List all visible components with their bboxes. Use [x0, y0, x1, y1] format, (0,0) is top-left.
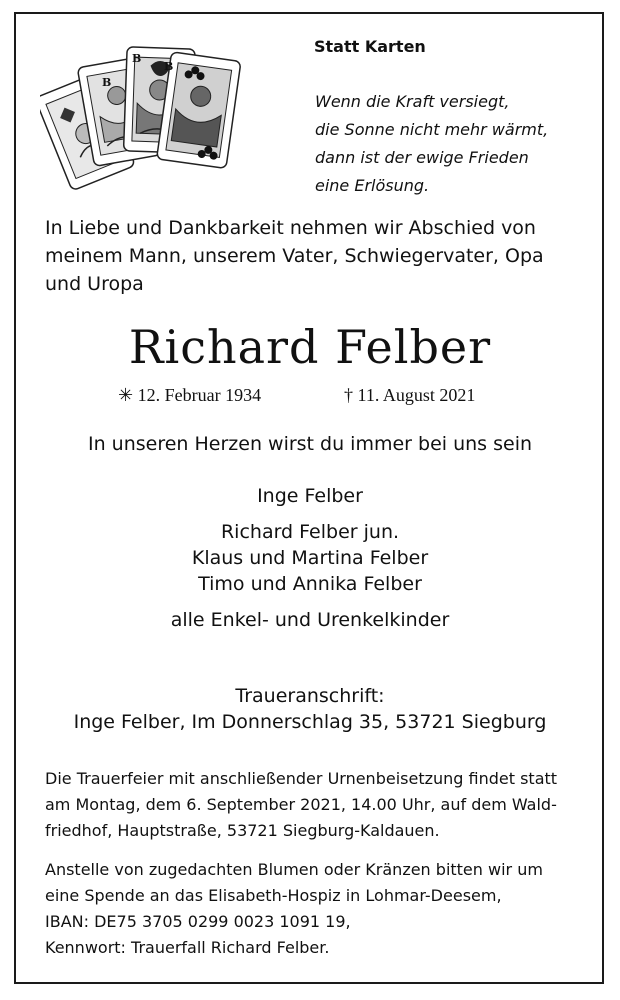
address-line: Inge Felber, Im Donnerschlag 35, 53721 Siegburg — [73, 711, 547, 733]
poem-line: dann ist der ewige Frieden — [315, 148, 529, 167]
funeral-line: am Montag, dem 6. September 2021, 14.00 Uhr, auf dem Wald- — [45, 795, 557, 814]
grandchildren-line: alle Enkel- und Urenkelkinder — [170, 609, 450, 631]
donation-line: IBAN: DE75 3705 0299 0023 1091 19, — [45, 912, 351, 931]
intro-text — [45, 214, 585, 298]
widow-name: Inge Felber — [257, 485, 363, 507]
svg-text:B: B — [132, 52, 142, 65]
cross-icon: † — [344, 385, 353, 405]
death-date — [344, 385, 475, 406]
intro-line: meinem Mann, unserem Vater, Schwiegervater, Opa — [45, 245, 544, 267]
deceased-name: Richard Felber — [128, 320, 492, 374]
birth-date — [118, 385, 261, 406]
child-entry: Richard Felber jun. — [220, 521, 400, 543]
intro-line: In Liebe und Dankbarkeit nehmen wir Abschied von — [45, 217, 536, 239]
intro-line: und Uropa — [45, 273, 144, 295]
address-label: Traueranschrift: — [235, 685, 385, 707]
svg-text:B: B — [164, 60, 174, 73]
funeral-line: Die Trauerfeier mit anschließender Urnenbeisetzung findet statt — [45, 769, 558, 788]
svg-text:B: B — [102, 76, 112, 89]
children-list — [0, 519, 620, 597]
donation-line: Kennwort: Trauerfall Richard Felber. — [45, 938, 330, 957]
poem-line: Wenn die Kraft versiegt, — [315, 92, 510, 111]
child-entry: Klaus und Martina Felber — [191, 547, 429, 569]
donation-line: eine Spende an das Elisabeth-Hospiz in Lohmar-Deesem, — [45, 886, 502, 905]
donation-line: Anstelle von zugedachten Blumen oder Kränzen bitten wir um — [45, 860, 543, 879]
poem-line: eine Erlösung. — [315, 176, 430, 195]
poem-line: die Sonne nicht mehr wärmt, — [315, 120, 549, 139]
born-symbol-icon: ✳ — [118, 385, 134, 405]
poem — [315, 88, 548, 200]
mourning-address — [0, 683, 620, 735]
funeral-notice — [45, 766, 585, 844]
child-entry: Timo und Annika Felber — [198, 573, 422, 595]
statt-karten-label: Statt Karten — [314, 37, 426, 56]
donation-notice — [45, 857, 585, 961]
memorial-slogan: In unseren Herzen wirst du immer bei uns sein — [87, 433, 533, 455]
funeral-line: friedhof, Hauptstraße, 53721 Siegburg-Kaldauen. — [45, 821, 440, 840]
playing-cards-icon — [40, 38, 250, 198]
died-date-text: 11. August 2021 — [357, 385, 476, 405]
born-date-text: 12. Februar 1934 — [137, 385, 262, 405]
